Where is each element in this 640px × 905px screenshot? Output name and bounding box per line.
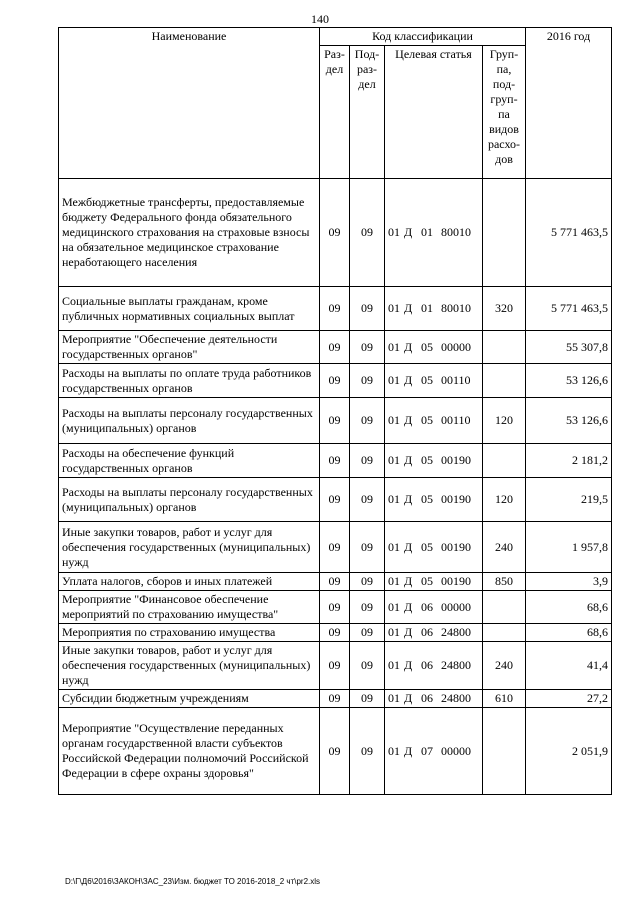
target-code-part: Д — [404, 413, 413, 427]
target-code-part: 00190 — [441, 492, 471, 506]
target-code-part: 07 — [421, 743, 433, 758]
row-subsection: 09 — [350, 573, 385, 591]
row-expense-group: 610 — [483, 690, 526, 708]
target-code-part: 01 — [388, 339, 400, 354]
header-name: Наименование — [59, 28, 320, 179]
table-row — [59, 708, 612, 795]
row-amount: 5 771 463,5 — [526, 287, 612, 331]
target-code-part: 01 — [388, 743, 400, 758]
row-amount: 41,4 — [526, 642, 612, 690]
row-expense-group: 850 — [483, 573, 526, 591]
table-row — [59, 478, 612, 522]
row-target-article — [385, 522, 483, 573]
row-name: Расходы на выплаты персоналу государственных (муниципальных) органов — [59, 478, 320, 522]
row-subsection: 09 — [350, 522, 385, 573]
row-name: Расходы на обеспечение функций государственных органов — [59, 444, 320, 478]
row-name: Уплата налогов, сборов и иных платежей — [59, 573, 320, 591]
row-name: Расходы на выплаты персоналу государственных (муниципальных) органов — [59, 398, 320, 444]
target-code-part: 01 — [388, 574, 400, 588]
table-row — [59, 444, 612, 478]
row-expense-group — [483, 624, 526, 642]
file-path-footer: D:\Г\Д6\2016\ЗАКОН\ЗАС_23\Изм. бюджет ТО 2016-2018_2 чт\pr2.xls — [65, 877, 321, 886]
row-amount: 219,5 — [526, 478, 612, 522]
target-code-part: 05 — [421, 339, 433, 354]
row-name: Межбюджетные трансферты, предоставляемые бюджету Федерального фонда обязательного медицинского страхования на страховые взносы на обязательное медицинское страхование неработающего населения — [59, 179, 320, 287]
row-expense-group — [483, 708, 526, 795]
row-subsection: 09 — [350, 478, 385, 522]
target-code-part: Д — [404, 225, 413, 239]
target-code-part: 00190 — [441, 453, 471, 467]
target-code-part: Д — [404, 599, 413, 614]
target-code-part: 06 — [421, 625, 433, 639]
target-code-part: Д — [404, 539, 413, 554]
row-amount: 27,2 — [526, 690, 612, 708]
target-code-part: 01 — [388, 625, 400, 639]
target-code-part: 01 — [388, 225, 400, 239]
row-target-article — [385, 287, 483, 331]
target-code-part: Д — [404, 691, 413, 705]
row-subsection: 09 — [350, 444, 385, 478]
target-code-part: 05 — [421, 539, 433, 554]
row-section: 09 — [320, 398, 350, 444]
table-row — [59, 624, 612, 642]
target-code-part: 00000 — [441, 599, 471, 614]
row-subsection: 09 — [350, 591, 385, 624]
header-classification: Код классификации — [320, 28, 526, 46]
row-expense-group — [483, 591, 526, 624]
row-subsection: 09 — [350, 364, 385, 398]
row-amount: 55 307,8 — [526, 331, 612, 364]
row-target-article — [385, 444, 483, 478]
row-target-article — [385, 179, 483, 287]
row-name: Социальные выплаты гражданам, кроме публичных нормативных социальных выплат — [59, 287, 320, 331]
budget-table-body — [59, 179, 612, 795]
row-amount: 2 181,2 — [526, 444, 612, 478]
row-section: 09 — [320, 331, 350, 364]
row-section: 09 — [320, 478, 350, 522]
row-name: Мероприятие "Обеспечение деятельности государственных органов" — [59, 331, 320, 364]
table-row — [59, 287, 612, 331]
row-target-article — [385, 398, 483, 444]
row-section: 09 — [320, 591, 350, 624]
target-code-part: Д — [404, 339, 413, 354]
row-target-article — [385, 478, 483, 522]
row-section: 09 — [320, 690, 350, 708]
row-amount: 3,9 — [526, 573, 612, 591]
row-name: Мероприятия по страхованию имущества — [59, 624, 320, 642]
target-code-part: 01 — [388, 492, 400, 506]
page-number: 140 — [311, 12, 329, 26]
row-target-article — [385, 642, 483, 690]
row-amount: 68,6 — [526, 624, 612, 642]
table-row — [59, 573, 612, 591]
target-code-part: 01 — [388, 453, 400, 467]
table-row — [59, 522, 612, 573]
row-target-article — [385, 573, 483, 591]
target-code-part: 06 — [421, 599, 433, 614]
target-code-part: 06 — [421, 691, 433, 705]
target-code-part: 80010 — [441, 225, 471, 239]
target-code-part: 05 — [421, 373, 433, 387]
header-subsection: Под- раз- дел — [350, 46, 385, 179]
row-section: 09 — [320, 522, 350, 573]
target-code-part: 01 — [388, 691, 400, 705]
header-target-article: Целевая статья — [385, 46, 483, 179]
row-section: 09 — [320, 287, 350, 331]
target-code-part: 24800 — [441, 625, 471, 639]
row-section: 09 — [320, 179, 350, 287]
row-name: Мероприятие "Финансовое обеспечение мероприятий по страхованию имущества" — [59, 591, 320, 624]
target-code-part: 00000 — [441, 743, 471, 758]
row-subsection: 09 — [350, 642, 385, 690]
row-section: 09 — [320, 573, 350, 591]
header-year: 2016 год — [526, 28, 612, 179]
target-code-part: 01 — [388, 658, 400, 672]
row-amount: 53 126,6 — [526, 364, 612, 398]
table-row — [59, 690, 612, 708]
row-expense-group — [483, 444, 526, 478]
table-row — [59, 591, 612, 624]
row-expense-group — [483, 364, 526, 398]
row-name: Расходы на выплаты по оплате труда работников государственных органов — [59, 364, 320, 398]
row-subsection: 09 — [350, 708, 385, 795]
header-section: Раз- дел — [320, 46, 350, 179]
row-target-article — [385, 690, 483, 708]
target-code-part: Д — [404, 301, 413, 315]
target-code-part: Д — [404, 373, 413, 387]
target-code-part: 06 — [421, 658, 433, 672]
row-name: Иные закупки товаров, работ и услуг для обеспечения государственных (муниципальных) нужд — [59, 522, 320, 573]
row-expense-group: 240 — [483, 522, 526, 573]
target-code-part: 01 — [388, 373, 400, 387]
header-expense-group: Груп- па, под- груп- па видов расхо- дов — [483, 46, 526, 179]
table-row — [59, 179, 612, 287]
target-code-part: Д — [404, 625, 413, 639]
table-row — [59, 398, 612, 444]
table-row — [59, 331, 612, 364]
table-row — [59, 642, 612, 690]
target-code-part: 05 — [421, 574, 433, 588]
target-code-part: 01 — [421, 301, 433, 315]
row-target-article — [385, 708, 483, 795]
target-code-part: Д — [404, 453, 413, 467]
row-name: Субсидии бюджетным учреждениям — [59, 690, 320, 708]
row-amount: 5 771 463,5 — [526, 179, 612, 287]
target-code-part: 01 — [388, 301, 400, 315]
target-code-part: 24800 — [441, 691, 471, 705]
target-code-part: 24800 — [441, 658, 471, 672]
row-subsection: 09 — [350, 624, 385, 642]
row-section: 09 — [320, 444, 350, 478]
row-subsection: 09 — [350, 331, 385, 364]
target-code-part: Д — [404, 492, 413, 506]
row-section: 09 — [320, 642, 350, 690]
target-code-part: 00190 — [441, 539, 471, 554]
row-expense-group: 240 — [483, 642, 526, 690]
row-target-article — [385, 591, 483, 624]
target-code-part: Д — [404, 743, 413, 758]
row-amount: 1 957,8 — [526, 522, 612, 573]
row-expense-group — [483, 179, 526, 287]
row-amount: 2 051,9 — [526, 708, 612, 795]
target-code-part: 01 — [388, 413, 400, 427]
row-expense-group: 320 — [483, 287, 526, 331]
target-code-part: 05 — [421, 413, 433, 427]
row-section: 09 — [320, 708, 350, 795]
target-code-part: Д — [404, 574, 413, 588]
row-target-article — [385, 331, 483, 364]
target-code-part: Д — [404, 658, 413, 672]
row-amount: 53 126,6 — [526, 398, 612, 444]
row-expense-group — [483, 331, 526, 364]
target-code-part: 80010 — [441, 301, 471, 315]
row-section: 09 — [320, 624, 350, 642]
target-code-part: 00110 — [441, 413, 471, 427]
row-expense-group: 120 — [483, 398, 526, 444]
target-code-part: 01 — [388, 599, 400, 614]
target-code-part: 05 — [421, 453, 433, 467]
target-code-part: 01 — [388, 539, 400, 554]
row-name: Иные закупки товаров, работ и услуг для обеспечения государственных (муниципальных) нужд — [59, 642, 320, 690]
row-subsection: 09 — [350, 287, 385, 331]
target-code-part: 00110 — [441, 373, 471, 387]
row-subsection: 09 — [350, 179, 385, 287]
row-subsection: 09 — [350, 690, 385, 708]
row-amount: 68,6 — [526, 591, 612, 624]
row-target-article — [385, 364, 483, 398]
target-code-part: 05 — [421, 492, 433, 506]
target-code-part: 00190 — [441, 574, 471, 588]
row-subsection: 09 — [350, 398, 385, 444]
table-row — [59, 364, 612, 398]
budget-table — [58, 27, 612, 795]
row-expense-group: 120 — [483, 478, 526, 522]
row-target-article — [385, 624, 483, 642]
target-code-part: 01 — [421, 225, 433, 239]
row-name: Мероприятие "Осуществление переданных органам государственной власти субъектов Российской Федерации полномочий Российской Федерации в сфере охраны здоровья" — [59, 708, 320, 795]
target-code-part: 00000 — [441, 339, 471, 354]
row-section: 09 — [320, 364, 350, 398]
